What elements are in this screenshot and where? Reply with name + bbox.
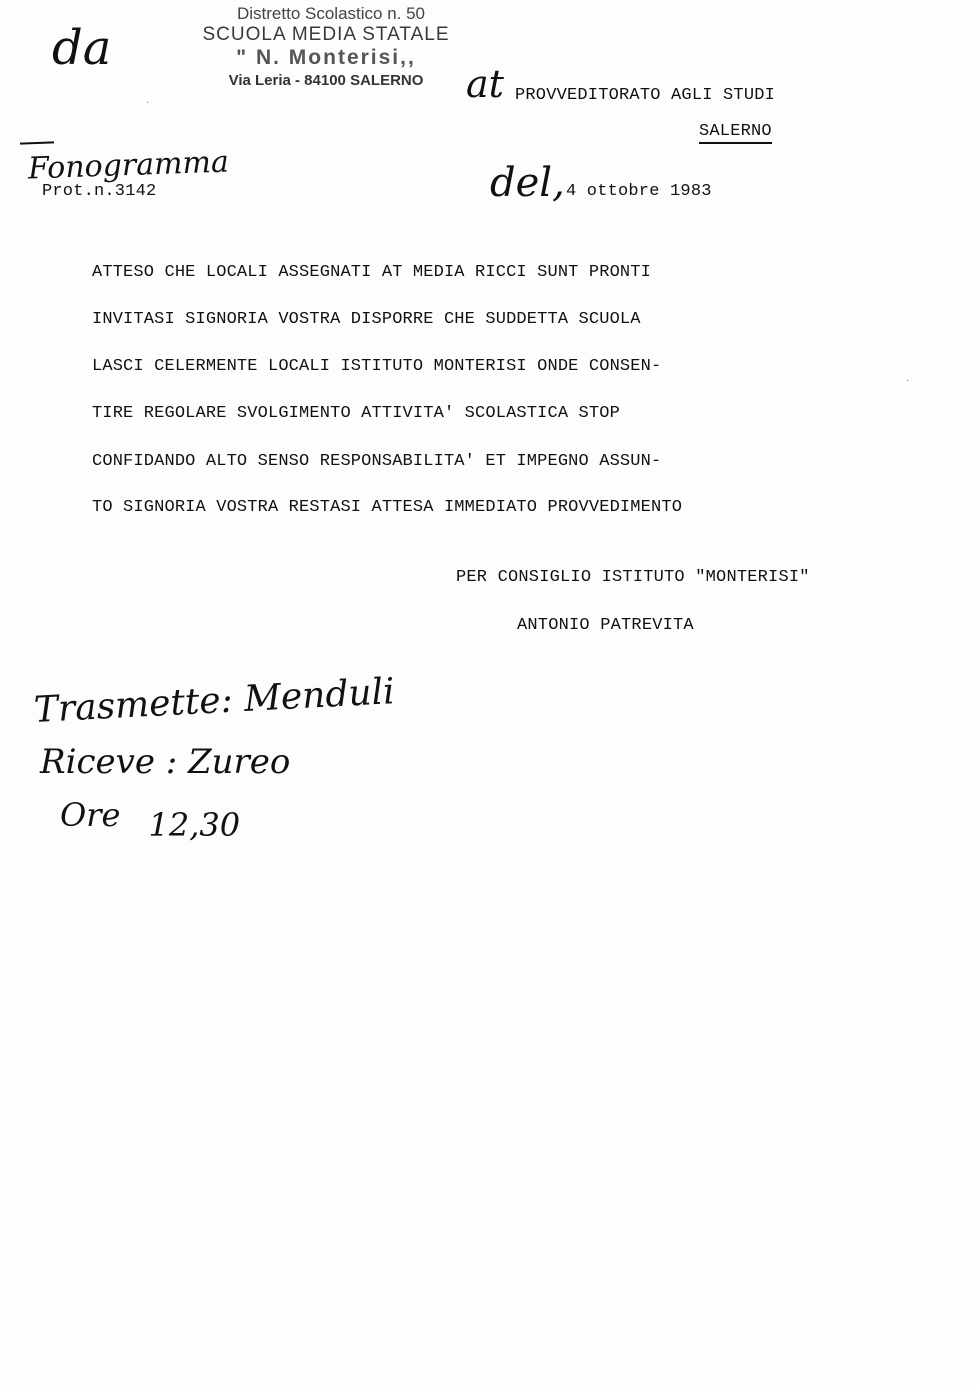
body-line: INVITASI SIGNORIA VOSTRA DISPORRE CHE SUDDETTA SCUOLA [92, 310, 641, 329]
recipient-city-text: SALERNO [699, 122, 772, 144]
school-stamp [176, 4, 476, 89]
recipient-office: PROVVEDITORATO AGLI STUDI [515, 86, 776, 105]
paper-speck: · [146, 98, 150, 109]
stamp-school-name: " N. Monterisi,, [236, 46, 416, 69]
body-line: ATTESO CHE LOCALI ASSEGNATI AT MEDIA RICCI SUNT PRONTI [92, 263, 651, 282]
body-line: LASCI CELERMENTE LOCALI ISTITUTO MONTERISI ONDE CONSEN- [92, 357, 662, 376]
signature-name: ANTONIO PATREVITA [517, 616, 694, 635]
document-date: 4 ottobre 1983 [566, 182, 712, 201]
body-line: TIRE REGOLARE SVOLGIMENTO ATTIVITA' SCOLASTICA STOP [92, 404, 620, 423]
body-line: TO SIGNORIA VOSTRA RESTASI ATTESA IMMEDIATO PROVVEDIMENTO [92, 498, 683, 517]
handwritten-receive: Riceve : Zureo [40, 742, 291, 782]
handwritten-time-value: 12,30 [148, 806, 241, 844]
handwritten-from-label: da [52, 20, 112, 76]
paper-speck: · [906, 376, 910, 387]
handwritten-dash [20, 141, 54, 144]
handwritten-date-label: del, [490, 160, 565, 206]
protocol-number: Prot.n.3142 [42, 182, 157, 201]
stamp-school-type: SCUOLA MEDIA STATALE [202, 24, 450, 45]
handwritten-doc-type: Fonogramma [27, 144, 230, 187]
handwritten-time-label: Ore [60, 796, 121, 834]
handwritten-to-label: at [466, 62, 504, 106]
stamp-address: Via Leria - 84100 SALERNO [228, 72, 424, 89]
body-line: CONFIDANDO ALTO SENSO RESPONSABILITA' ET IMPEGNO ASSUN- [92, 452, 662, 471]
handwritten-transmit: Trasmette: Menduli [32, 671, 396, 731]
handwritten-time [60, 796, 241, 844]
signature-council: PER CONSIGLIO ISTITUTO "MONTERISI" [456, 568, 810, 587]
stamp-district: Distretto Scolastico n. 50 [236, 4, 426, 23]
recipient-city [699, 122, 772, 141]
